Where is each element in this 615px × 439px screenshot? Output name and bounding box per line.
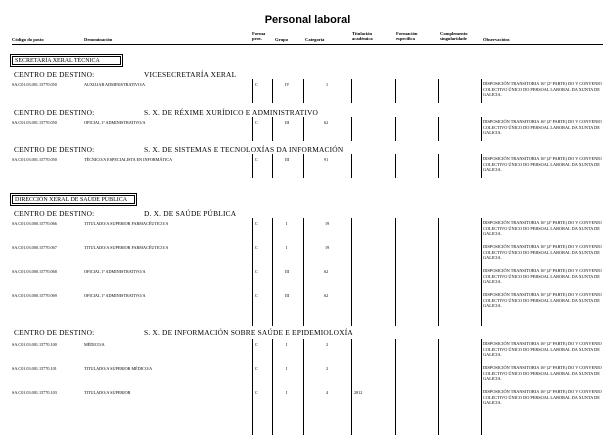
header-titulacion [352,31,373,41]
row-categoria: 19 [325,221,330,226]
header-forma-line1: Forma [252,31,266,36]
row-rule [351,79,352,103]
header-codigo: Código do posto [12,37,44,42]
row-categoria: 62 [324,120,329,125]
column-rule [303,218,304,326]
centro-destino [14,70,237,79]
row-rule [272,79,273,103]
row-denominacion: AUXILIAR ADMINISTRATIVO/A [84,82,146,87]
row-observacions: DISPOSICIÓN TRANSITORIA 16ª (2ª PARTE) DO V CONVENIO COLECTIVO ÚNICO DO PERSOAL LABORAL DA XUNTA DE GALICIA. [483,389,602,405]
header-forma [252,31,265,41]
row-forma: C [255,366,258,371]
row-codigo: SA.C01.03.001.15770.101 [12,366,57,371]
header-formacion-line1: Formación [396,31,418,36]
column-rule [481,339,482,435]
row-forma: C [255,245,258,250]
centro-destino [14,108,319,117]
row-codigo: SA.C01.03.001.15770.050 [12,157,57,162]
centro-destino [14,328,353,337]
row-rule [395,79,396,103]
header-titulacion-line1: Titulación [352,31,373,36]
header-grupo: Grupo [275,37,289,42]
row-rule [351,154,352,178]
row-forma: C [255,221,258,226]
row-categoria: 2 [326,366,329,371]
row-codigo: SA.C01.03.000.15770.069 [12,293,57,298]
header-observacions: Observacións [483,37,510,42]
row-rule [351,117,352,141]
row-categoria: 62 [324,269,329,274]
row-rule [438,79,439,103]
row-grupo: I [286,342,288,347]
row-denominacion: TITULADO/A SUPERIOR MÉDICO/A [84,366,153,371]
column-rule [272,218,273,326]
row-rule [272,117,273,141]
column-rule [272,339,273,435]
row-forma: C [255,293,258,298]
row-rule [252,154,253,178]
centro-label: CENTRO DE DESTINO: [14,108,95,117]
row-observacions: DISPOSICIÓN TRANSITORIA 16ª (2ª PARTE) DO V CONVENIO COLECTIVO ÚNICO DO PERSOAL LABORAL DA XUNTA DE GALICIA. [483,156,602,172]
header-complemento [440,31,468,41]
column-rule [351,339,352,435]
section-direccion-xeral-saude-publica: DIRECCIÓN XERAL DE SAÚDE PÚBLICA [12,195,135,204]
column-rule [252,218,253,326]
row-denominacion: TITULADO/A SUPERIOR [84,390,131,395]
row-observacions: DISPOSICIÓN TRANSITORIA 16ª (2ª PARTE) DO V CONVENIO COLECTIVO ÚNICO DO PERSOAL LABORAL DA XUNTA DE GALICIA. [483,220,602,236]
row-categoria: 2 [326,342,329,347]
row-rule [395,154,396,178]
row-denominacion: TÉCNICO/A ESPECIALISTA EN INFORMÁTICA [84,157,173,162]
section-secretaria-xeral-tecnica: SECRETARÍA XERAL TÉCNICA [12,56,121,65]
row-categoria: 62 [324,293,329,298]
row-grupo: III [285,269,290,274]
row-grupo: I [286,366,288,371]
row-grupo: I [286,390,288,395]
row-grupo: IV [285,82,290,87]
header-divider [12,44,603,45]
row-observacions: DISPOSICIÓN TRANSITORIA 16ª (2ª PARTE) DO V CONVENIO COLECTIVO ÚNICO DO PERSOAL LABORAL DA XUNTA DE GALICIA. [483,365,602,381]
row-codigo: SA.C01.03.001.15770.103 [12,390,57,395]
row-observacions: DISPOSICIÓN TRANSITORIA 16ª (2ª PARTE) DO V CONVENIO COLECTIVO ÚNICO DO PERSOAL LABORAL DA XUNTA DE GALICIA. [483,81,602,97]
column-rule [395,218,396,326]
row-rule [252,117,253,141]
centro-destino [14,209,237,218]
row-forma: C [255,269,258,274]
centro-label: CENTRO DE DESTINO: [14,328,95,337]
row-forma: C [255,120,258,125]
row-categoria: 1 [326,82,329,87]
header-categoria: Categoría [305,37,325,42]
header-denominacion: Denominación [84,37,113,42]
row-rule [303,117,304,141]
row-denominacion: TITULADO/A SUPERIOR FARMACÉUTICO/A [84,221,169,226]
row-categoria: 91 [324,157,329,162]
row-denominacion: OFICIAL 1ª ADMINISTRATIVO/A [84,120,146,125]
column-rule [252,339,253,435]
row-rule [438,117,439,141]
centro-name: S. X. DE SISTEMAS E TECNOLOXÍAS DA INFORMACIÓN [144,145,344,154]
row-rule [481,154,482,178]
row-denominacion: MÉDICO/A [84,342,105,347]
header-forma-line2: prov. [252,36,262,42]
header-complemento-line2: singularidade [440,36,467,42]
centro-label: CENTRO DE DESTINO: [14,70,95,79]
row-forma: C [255,390,258,395]
column-rule [438,218,439,326]
column-rule [438,339,439,435]
centro-label: CENTRO DE DESTINO: [14,209,95,218]
centro-destino [14,145,344,154]
column-rule [481,218,482,326]
centro-name: S. X. DE INFORMACIÓN SOBRE SAÚDE E EPIDEMIOLOXÍA [144,328,353,337]
row-grupo: I [286,245,288,250]
row-rule [481,117,482,141]
header-formacion-line2: específica [396,36,415,42]
row-observacions: DISPOSICIÓN TRANSITORIA 16ª (2ª PARTE) DO V CONVENIO COLECTIVO ÚNICO DO PERSOAL LABORAL DA XUNTA DE GALICIA. [483,244,602,260]
row-codigo: SA.C01.03.000.15770.066 [12,221,57,226]
row-observacions: DISPOSICIÓN TRANSITORIA 16ª (2ª PARTE) DO V CONVENIO COLECTIVO ÚNICO DO PERSOAL LABORAL DA XUNTA DE GALICIA. [483,119,602,135]
row-rule [395,117,396,141]
row-rule [438,154,439,178]
header-complemento-line1: Complemento [440,31,468,36]
row-rule [303,79,304,103]
row-codigo: SA.C01.03.001.15770.100 [12,342,57,347]
row-codigo: SA.C01.03.000.15770.067 [12,245,57,250]
row-codigo: SA.C01.03.000.15770.068 [12,269,57,274]
row-observacions: DISPOSICIÓN TRANSITORIA 16ª (2ª PARTE) DO V CONVENIO COLECTIVO ÚNICO DO PERSOAL LABORAL DA XUNTA DE GALICIA. [483,268,602,284]
row-categoria: 4 [326,390,329,395]
centro-name: S. X. DE RÉXIME XURÍDICO E ADMINISTRATIVO [144,108,319,117]
row-codigo: SA.C01.03.001.15770.050 [12,82,57,87]
row-forma: C [255,342,258,347]
row-denominacion: OFICIAL 1ª ADMINISTRATIVO/A [84,293,146,298]
row-titulacion: 2812 [354,390,363,395]
row-forma: C [255,82,258,87]
row-denominacion: OFICIAL 1ª ADMINISTRATIVO/A [84,269,146,274]
row-rule [272,154,273,178]
row-grupo: III [285,157,290,162]
row-observacions: DISPOSICIÓN TRANSITORIA 16ª (2ª PARTE) DO V CONVENIO COLECTIVO ÚNICO DO PERSOAL LABORAL DA XUNTA DE GALICIA. [483,341,602,357]
row-grupo: III [285,120,290,125]
column-rule [351,218,352,326]
row-rule [252,79,253,103]
row-denominacion: TITULADO/A SUPERIOR FARMACÉUTICO/A [84,245,169,250]
row-forma: C [255,157,258,162]
row-observacions: DISPOSICIÓN TRANSITORIA 16ª (2ª PARTE) DO V CONVENIO COLECTIVO ÚNICO DO PERSOAL LABORAL DA XUNTA DE GALICIA. [483,292,602,308]
centro-name: D. X. DE SAÚDE PÚBLICA [144,209,237,218]
header-formacion [396,31,417,41]
row-grupo: I [286,221,288,226]
row-grupo: III [285,293,290,298]
header-titulacion-line2: académica [352,36,373,42]
row-rule [303,154,304,178]
row-categoria: 19 [325,245,330,250]
column-rule [395,339,396,435]
row-rule [481,79,482,103]
page-title: Personal laboral [264,14,351,26]
centro-label: CENTRO DE DESTINO: [14,145,95,154]
row-codigo: SA.C01.03.001.15770.050 [12,120,57,125]
column-rule [303,339,304,435]
centro-name: VICESECRETARÍA XERAL [144,70,237,79]
